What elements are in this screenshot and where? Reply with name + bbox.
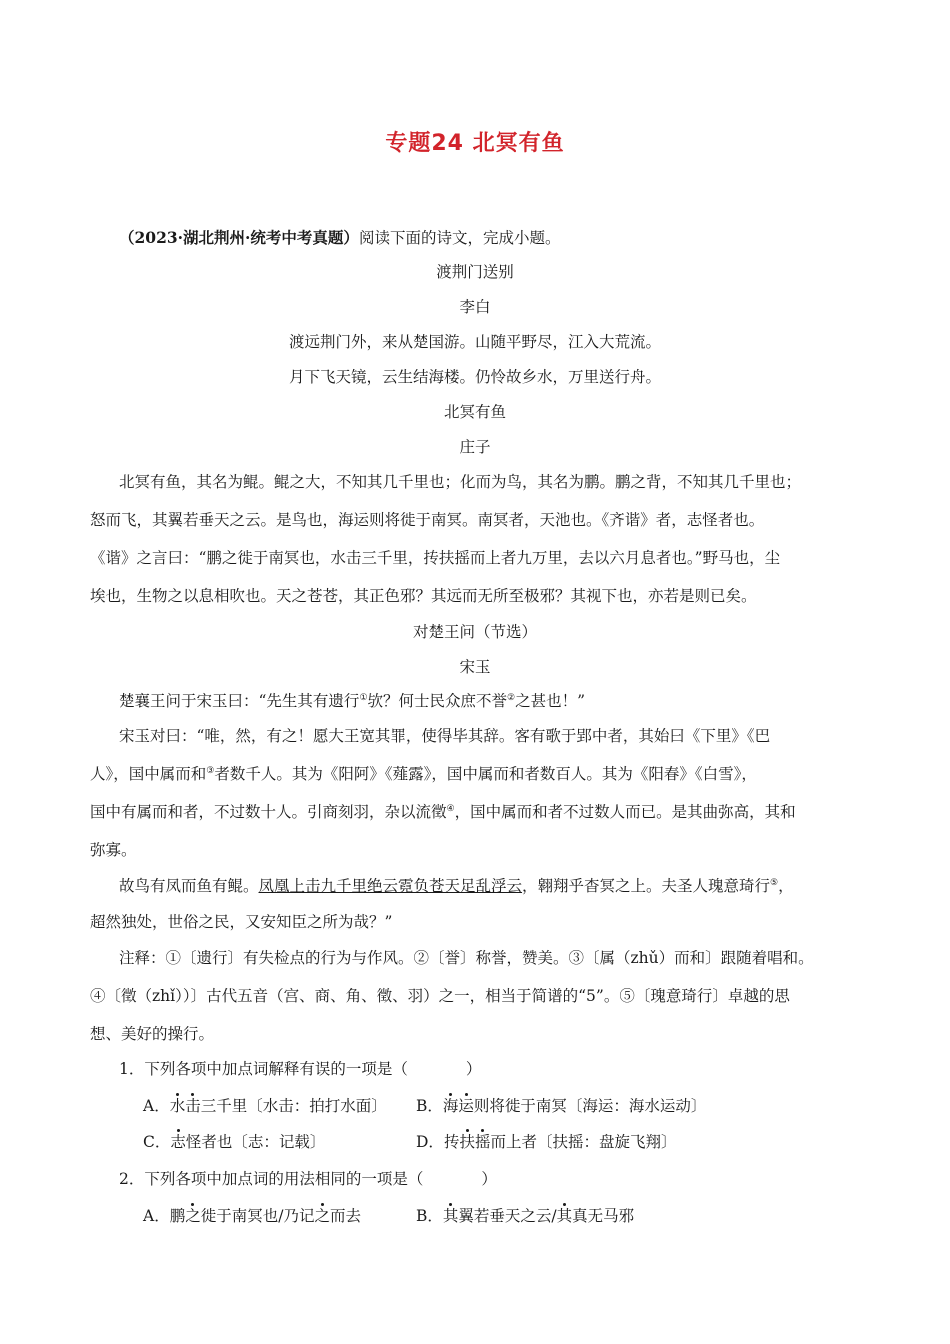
text-run: 怪者也〔志：记载〕 [185,1133,326,1151]
note-marker: ⑤ [770,878,779,888]
text-run: 三千里〔水击：拍打水面〕 [200,1097,387,1115]
text-run: 真无马邪 [572,1207,635,1225]
option-label: B． [416,1097,443,1115]
question-1-option-d [416,1132,677,1152]
question-2-stem [119,1169,497,1189]
text-run: 2．下列各项中加点词的用法相同的一项是（ [119,1170,424,1188]
poem-line: 月下飞天镜，云生结海楼。仍怜故乡水，万里送行舟。 [288,368,661,386]
prose2-title: 对楚王问（节选） [412,623,537,641]
intro-line [119,228,560,248]
dotted-char: 击 [185,1097,201,1115]
prose2-paragraph-line [119,691,585,711]
prose2-paragraph-line [119,876,794,896]
prose1-line: 北冥有鱼，其名为鲲。鲲之大，不知其几千里也；化而为鸟，其名为鹏。鹏之背，不知其几千里也； [119,473,802,491]
text-run: 则将徙于南冥〔海运：海水运动〕 [473,1097,707,1115]
prose1-line: 怒而飞，其翼若垂天之云。是鸟也，海运则将徙于南冥。南冥者，天池也。《齐谐》者，志怪者也。 [90,511,765,529]
option-label: A． [143,1207,170,1225]
intro-instruction: 阅读下面的诗文，完成小题。 [358,229,561,247]
option-label: C． [143,1133,171,1151]
dotted-char: 运 [458,1097,474,1115]
text-run: ，翱翔乎杳冥之上。夫圣人瑰意琦行 [522,877,771,895]
notes-line: 想、美好的操行。 [90,1025,215,1043]
text-run: 抟 [443,1133,460,1151]
prose2-author: 宋玉 [459,658,491,676]
text-run: 而上者〔扶摇：盘旋飞翔〕 [490,1133,677,1151]
text-run: 国中有属而和者，不过数十人。引商刻羽，杂以流徵 [90,803,447,821]
page-title: 专题24 北冥有鱼 [385,131,565,156]
text-run: 1．下列各项中加点词解释有误的一项是（ [119,1060,408,1078]
notes-line: ④〔徵（zhǐ））〕古代五音（宫、商、角、徵、羽）之一，相当于简谱的“5”。⑤〔瑰意琦行〕卓越的思 [90,987,790,1005]
prose2-paragraph-line: 弥寡。 [90,841,137,859]
text-run: 者数千人。其为《阳阿》《薤露》，国中属而和者数百人。其为《阳春》《白雪》， [214,765,757,783]
text-run: 鹏 [169,1207,186,1225]
notes-line: 注释：①〔遗行〕有失检点的行为与作风。②〔誉〕称誉，赞美。③〔属（zhǔ）而和〕跟随着唱和。 [119,949,814,967]
dotted-char: 志 [170,1133,186,1151]
dotted-char: 水 [169,1097,186,1115]
text-run: 故鸟有凤而鱼有鲲。 [119,877,259,895]
text-run: 人》，国中属而和 [90,765,207,783]
question-2-option-a [143,1206,361,1226]
text-run: 欤？何士民众庶不誉 [367,692,508,710]
note-marker: ② [507,693,516,703]
note-marker: ① [359,693,368,703]
prose2-paragraph-line: 超然独处，世俗之民，又安知臣之所为哉？” [90,913,393,931]
text-run: 楚襄王问于宋玉曰：“先生其有遗行 [119,692,360,710]
prose2-paragraph-line: 宋玉对曰：“唯，然，有之！愿大王宽其罪，使得毕其辞。客有歌于郢中者，其始曰《下里》《巴 [119,727,771,745]
text-run: ，国中属而和者不过数人而已。是其曲弥高，其和 [454,803,796,821]
text-run: 徙于南冥也/乃记 [200,1207,315,1225]
prose1-title: 北冥有鱼 [443,403,506,421]
dotted-char: 之 [185,1207,201,1225]
text-run: 之甚也！” [515,692,586,710]
question-1-stem [119,1059,481,1079]
dotted-char: 之 [314,1207,330,1225]
dotted-char: 摇 [474,1133,491,1151]
question-1-option-a [143,1096,387,1116]
dotted-char: 其 [556,1207,573,1225]
text-run: 翼若垂天之云/ [458,1207,557,1225]
option-label: D． [416,1133,444,1151]
underlined-sentence: 凤凰上击九千里绝云霓负苍天足乱浮云 [258,877,523,895]
poem-line: 渡远荆门外，来从楚国游。山随平野尽，江入大荒流。 [288,333,661,351]
text-run: 而去 [329,1207,361,1225]
prose2-paragraph-line [90,764,757,784]
question-1-option-b [416,1096,706,1116]
note-marker: ④ [446,804,455,814]
question-1-option-c [143,1132,325,1152]
note-marker: ③ [206,766,215,776]
question-source: （2023·湖北荆州·统考中考真题） [119,228,359,247]
dotted-char: 其 [442,1207,459,1225]
question-2-option-b [416,1206,634,1226]
dotted-char: 扶 [459,1133,475,1151]
poem-author: 李白 [459,298,491,316]
dotted-char: 海 [442,1097,459,1115]
prose1-line: 埃也，生物之以息相吹也。天之苍苍，其正色邪？其远而无所至极邪？其视下也，亦若是则已矣。 [90,587,757,605]
poem-title: 渡荆门送别 [436,263,514,281]
text-run: ， [778,877,794,895]
prose1-line: 《谐》之言曰：“鹏之徙于南冥也，水击三千里，抟扶摇而上者九万里，去以六月息者也。”野马也，尘 [90,549,781,567]
option-label: B． [416,1207,443,1225]
prose1-author: 庄子 [459,438,491,456]
text-run: ） [465,1060,482,1078]
text-run: ） [481,1170,497,1188]
option-label: A． [143,1097,170,1115]
prose2-paragraph-line [90,802,796,822]
